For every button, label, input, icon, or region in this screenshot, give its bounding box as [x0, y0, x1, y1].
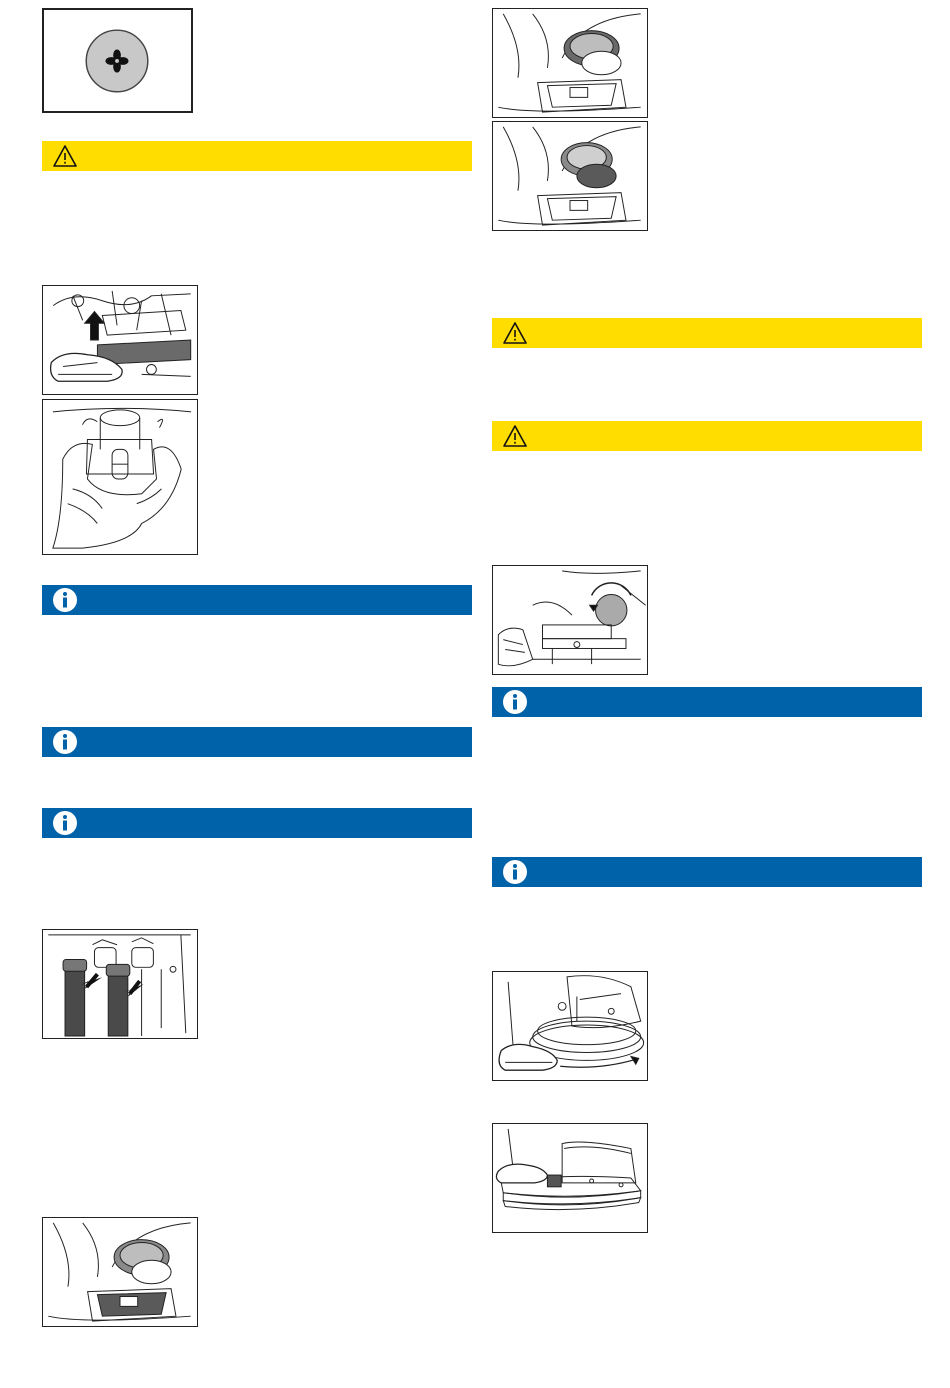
warning-triangle-icon — [52, 143, 78, 169]
hand-holding-part-figure — [42, 399, 198, 555]
foot-turning-brush-figure — [492, 971, 648, 1081]
hand-holding-part-drawing — [43, 400, 197, 554]
info-bar — [492, 857, 922, 887]
info-icon — [52, 729, 78, 755]
foot-on-brush-deck-figure — [492, 1123, 648, 1233]
brush-head-with-tank-drawing — [493, 9, 647, 117]
warning-bar — [42, 141, 472, 171]
fan-symbol-drawing — [44, 10, 191, 111]
foot-release-lever-drawing — [43, 286, 197, 394]
info-icon — [52, 587, 78, 613]
warning-triangle-icon — [502, 423, 528, 449]
brush-rotation-detail-figure — [492, 565, 648, 675]
brush-head-with-tank-figure — [492, 8, 648, 118]
fan-symbol-figure — [42, 8, 193, 113]
brush-head-highlighted-drawing — [493, 122, 647, 230]
warning-triangle-icon — [502, 320, 528, 346]
info-icon — [502, 689, 528, 715]
foot-release-lever-figure — [42, 285, 198, 395]
info-bar — [492, 687, 922, 717]
foot-on-brush-deck-drawing — [493, 1124, 647, 1232]
hoses-with-arrows-figure — [42, 929, 198, 1039]
warning-bar — [492, 421, 922, 451]
brush-head-highlighted-figure — [492, 121, 648, 231]
tank-under-brush-head-drawing — [43, 1218, 197, 1326]
info-icon — [52, 810, 78, 836]
foot-turning-brush-drawing — [493, 972, 647, 1080]
info-icon — [502, 859, 528, 885]
tank-under-brush-head-figure — [42, 1217, 198, 1327]
info-bar — [42, 808, 472, 838]
warning-bar — [492, 318, 922, 348]
hoses-with-arrows-drawing — [43, 930, 197, 1038]
info-bar — [42, 727, 472, 757]
brush-rotation-detail-drawing — [493, 566, 647, 674]
info-bar — [42, 585, 472, 615]
